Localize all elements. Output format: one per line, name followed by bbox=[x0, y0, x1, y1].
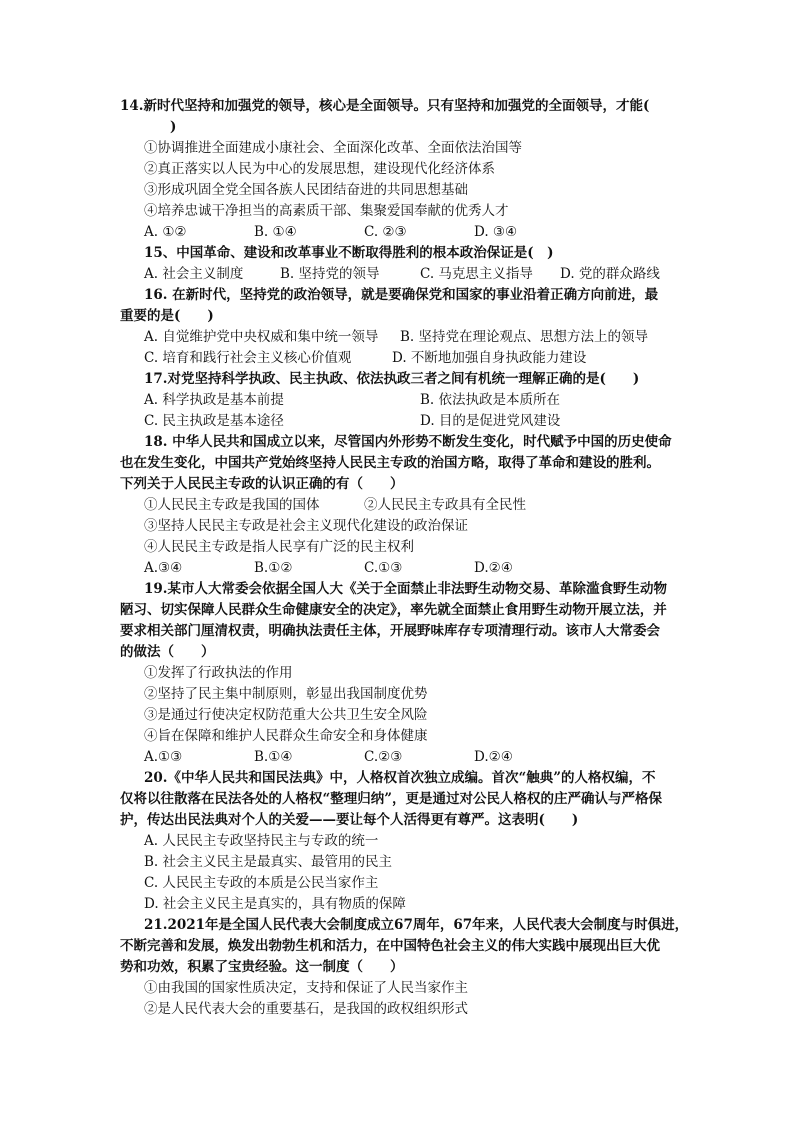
q17-option-b: B. 依法执政是本质所在 bbox=[420, 392, 561, 408]
q18-option-c: C.①③ bbox=[364, 560, 403, 576]
q15-option-b: B. 坚持党的领导 bbox=[280, 266, 380, 282]
q14-item-1: ①协调推进全面建成小康社会、全面深化改革、全面依法治国等 bbox=[144, 140, 522, 156]
q16-option-b: B. 坚持党在理论观点、思想方法上的领导 bbox=[400, 329, 649, 345]
q18-stem-line-1: 18. 中华人民共和国成立以来，尽管国内外形势不断发生变化，时代赋予中国的历史使命 bbox=[144, 434, 672, 450]
q17-stem: 17.对党坚持科学执政、民主执政、依法执政三者之间有机统一理解正确的是( ) bbox=[144, 371, 640, 387]
q21-item-2: ②是人民代表大会的重要基石，是我国的政权组织形式 bbox=[144, 1001, 468, 1017]
q21-stem-line-3: 势和功效，积累了宝贵经验。这一制度（ ） bbox=[120, 959, 404, 975]
q19-stem-line-4: 的做法（ ） bbox=[120, 644, 215, 660]
q19-item-4: ④旨在保障和维护人民群众生命安全和身体健康 bbox=[144, 728, 428, 744]
q17-option-d: D. 目的是促进党风建设 bbox=[420, 413, 561, 429]
q19-item-3: ③是通过行使决定权防范重大公共卫生安全风险 bbox=[144, 707, 428, 723]
q14-stem-line-2: ) bbox=[170, 119, 177, 135]
q19-stem-line-3: 要求相关部门厘清权责，明确执法责任主体，开展野味库存专项清理行动。该市人大常委会 bbox=[120, 623, 660, 639]
q20-option-c: C. 人民民主专政的本质是公民当家作主 bbox=[144, 875, 379, 891]
q18-item-1: ①人民民主专政是我国的国体 bbox=[144, 497, 320, 513]
q21-stem-line-2: 不断完善和发展，焕发出勃勃生机和活力，在中国特色社会主义的伟大实践中展现出巨大优 bbox=[120, 938, 660, 954]
q15-stem: 15、中国革命、建设和改革事业不断取得胜利的根本政治保证是( ) bbox=[144, 245, 554, 261]
q19-option-d: D.②④ bbox=[474, 749, 513, 765]
q16-stem-line-2: 重要的是( ) bbox=[120, 308, 214, 324]
q15-option-a: A. 社会主义制度 bbox=[144, 266, 244, 282]
q17-option-c: C. 民主执政是基本途径 bbox=[144, 413, 284, 429]
q14-option-d: D. ③④ bbox=[474, 224, 518, 240]
q20-stem-line-3: 护，传达出民法典对个人的关爱——要让每个人活得更有尊严。这表明( ) bbox=[120, 812, 579, 828]
q17-option-a: A. 科学执政是基本前提 bbox=[144, 392, 284, 408]
q18-item-4: ④人民民主专政是指人民享有广泛的民主权利 bbox=[144, 539, 414, 555]
q16-stem-line-1: 16. 在新时代，坚持党的政治领导，就是要确保党和国家的事业沿着正确方向前进，最 bbox=[144, 287, 659, 303]
q14-option-b: B. ①④ bbox=[254, 224, 297, 240]
q18-option-b: B.①② bbox=[254, 560, 293, 576]
q19-stem-line-1: 19.某市人大常委会依据全国人大《关于全面禁止非法野生动物交易、革除滥食野生动物 bbox=[144, 581, 667, 597]
q20-option-b: B. 社会主义民主是最真实、最管用的民主 bbox=[144, 854, 393, 870]
q18-option-a: A.③④ bbox=[144, 560, 183, 576]
q19-option-b: B.①④ bbox=[254, 749, 293, 765]
q18-stem-line-2: 也在发生变化，中国共产党始终坚持人民民主专政的治国方略，取得了革命和建设的胜利。 bbox=[120, 455, 660, 471]
q18-item-2: ②人民民主专政具有全民性 bbox=[364, 497, 526, 513]
q18-item-3: ③坚持人民民主专政是社会主义现代化建设的政治保证 bbox=[144, 518, 468, 534]
q14-item-3: ③形成巩固全党全国各族人民团结奋进的共同思想基础 bbox=[144, 182, 468, 198]
q19-option-c: C.②③ bbox=[364, 749, 403, 765]
q20-stem-line-1: 20.《中华人民共和国民法典》中，人格权首次独立成编。首次“触典”的人格权编，不 bbox=[144, 770, 656, 786]
q19-item-2: ②坚持了民主集中制原则，彰显出我国制度优势 bbox=[144, 686, 428, 702]
q15-option-c: C. 马克思主义指导 bbox=[420, 266, 533, 282]
q16-option-a: A. 自觉维护党中央权威和集中统一领导 bbox=[144, 329, 379, 345]
q19-item-1: ①发挥了行政执法的作用 bbox=[144, 665, 293, 681]
q14-item-4: ④培养忠诚干净担当的高素质干部、集聚爱国奉献的优秀人才 bbox=[144, 203, 509, 219]
q14-option-a: A. ①② bbox=[144, 224, 187, 240]
q21-item-1: ①由我国的国家性质决定，支持和保证了人民当家作主 bbox=[144, 980, 468, 996]
q21-stem-line-1: 21.2021年是全国人民代表大会制度成立67周年，67年来，人民代表大会制度与时俱进， bbox=[144, 917, 689, 933]
q20-stem-line-2: 仅将以往散落在民法各处的人格权“整理归纳”，更是通过对公民人格权的庄严确认与严格保 bbox=[120, 791, 663, 807]
q18-stem-line-3: 下列关于人民民主专政的认识正确的有（ ） bbox=[120, 476, 404, 492]
q16-option-d: D. 不断地加强自身执政能力建设 bbox=[392, 350, 587, 366]
q14-stem-line-1: 14.新时代坚持和加强党的领导，核心是全面领导。只有坚持和加强党的全面领导，才能( bbox=[120, 98, 650, 114]
q19-option-a: A.①③ bbox=[144, 749, 183, 765]
q15-option-d: D. 党的群众路线 bbox=[560, 266, 660, 282]
q20-option-a: A. 人民民主专政坚持民主与专政的统一 bbox=[144, 833, 379, 849]
q14-option-c: C. ②③ bbox=[364, 224, 407, 240]
q16-option-c: C. 培育和践行社会主义核心价值观 bbox=[144, 350, 352, 366]
q20-option-d: D. 社会主义民主是真实的，具有物质的保障 bbox=[144, 896, 406, 912]
q14-item-2: ②真正落实以人民为中心的发展思想，建设现代化经济体系 bbox=[144, 161, 495, 177]
q18-option-d: D.②④ bbox=[474, 560, 513, 576]
q19-stem-line-2: 陋习、切实保障人民群众生命健康安全的决定》，率先就全面禁止食用野生动物开展立法，并 bbox=[120, 602, 667, 618]
